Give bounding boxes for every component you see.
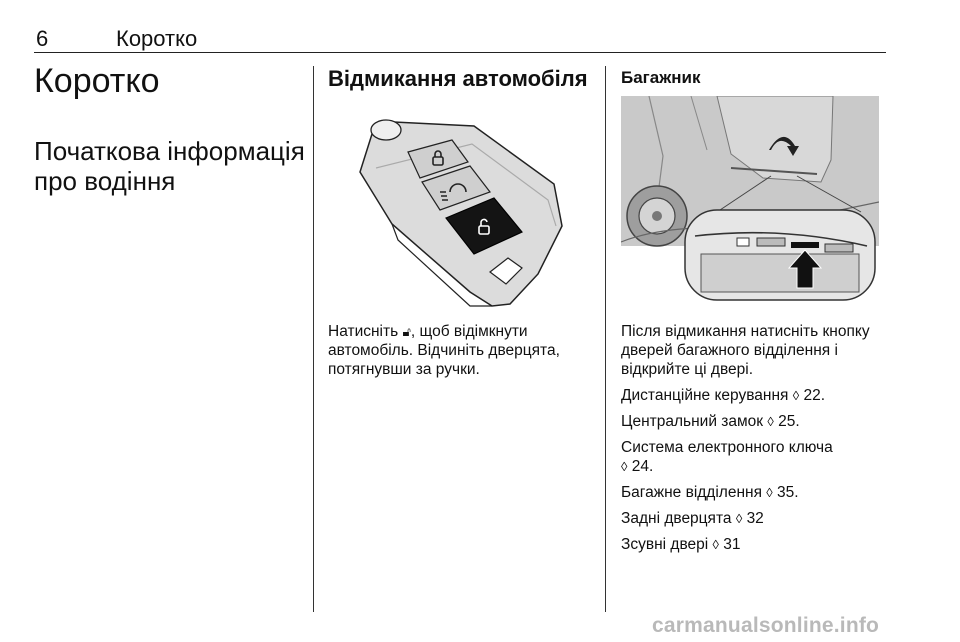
page-link[interactable]: 35. xyxy=(777,484,799,501)
reference-line: Система електронного ключа ◊ 24. xyxy=(621,439,833,475)
trunk-intro: Після відмикання натисніть кнопку дверей багажного відділення і відкрийте ці двері. xyxy=(621,323,870,378)
remote-key-illustration xyxy=(342,108,578,308)
unlock-icon: 🔓︎ xyxy=(402,324,411,339)
page-reference-icon: ◊ xyxy=(792,388,800,403)
page-link[interactable]: 22. xyxy=(803,387,826,404)
page-link[interactable]: 31 xyxy=(723,536,741,553)
page-link[interactable]: 32 xyxy=(746,510,764,527)
watermark: carmanualsonline.info xyxy=(652,614,880,637)
page-reference-icon: ◊ xyxy=(766,485,773,500)
reference-line: Задні дверцята ◊ 32 xyxy=(621,510,764,527)
trunk-title: Багажник xyxy=(621,68,701,87)
reference-line: Зсувні двері ◊ 31 xyxy=(621,536,741,553)
reference-line: Багажне відділення ◊ 35. xyxy=(621,484,799,501)
reference-line: Центральний замок ◊ 25. xyxy=(621,413,800,430)
page-reference-icon: ◊ xyxy=(621,459,628,474)
column-divider xyxy=(605,66,606,612)
page-reference-icon: ◊ xyxy=(712,537,719,552)
section-subheading: Початкова інформація про водіння xyxy=(34,136,305,196)
page-link[interactable]: 24. xyxy=(631,458,654,475)
header-title: Коротко xyxy=(116,26,198,51)
page-reference-icon: ◊ xyxy=(735,511,743,526)
chapter-title: Коротко xyxy=(34,62,160,100)
page-link[interactable]: 25. xyxy=(778,413,800,430)
trunk-section xyxy=(621,322,891,561)
page-number: 6 xyxy=(36,26,49,51)
unlocking-instructions: Натисніть 🔓︎, щоб відімкнути автомобіль. Відчиніть дверцята, потягнувши за ручки. xyxy=(328,323,560,378)
tailgate-illustration xyxy=(621,96,879,304)
unlocking-title: Відмикання автомобіля xyxy=(328,66,588,91)
reference-line: Дистанційне керування ◊ 22. xyxy=(621,387,826,404)
header-rule xyxy=(34,52,886,53)
page-reference-icon: ◊ xyxy=(767,414,774,429)
